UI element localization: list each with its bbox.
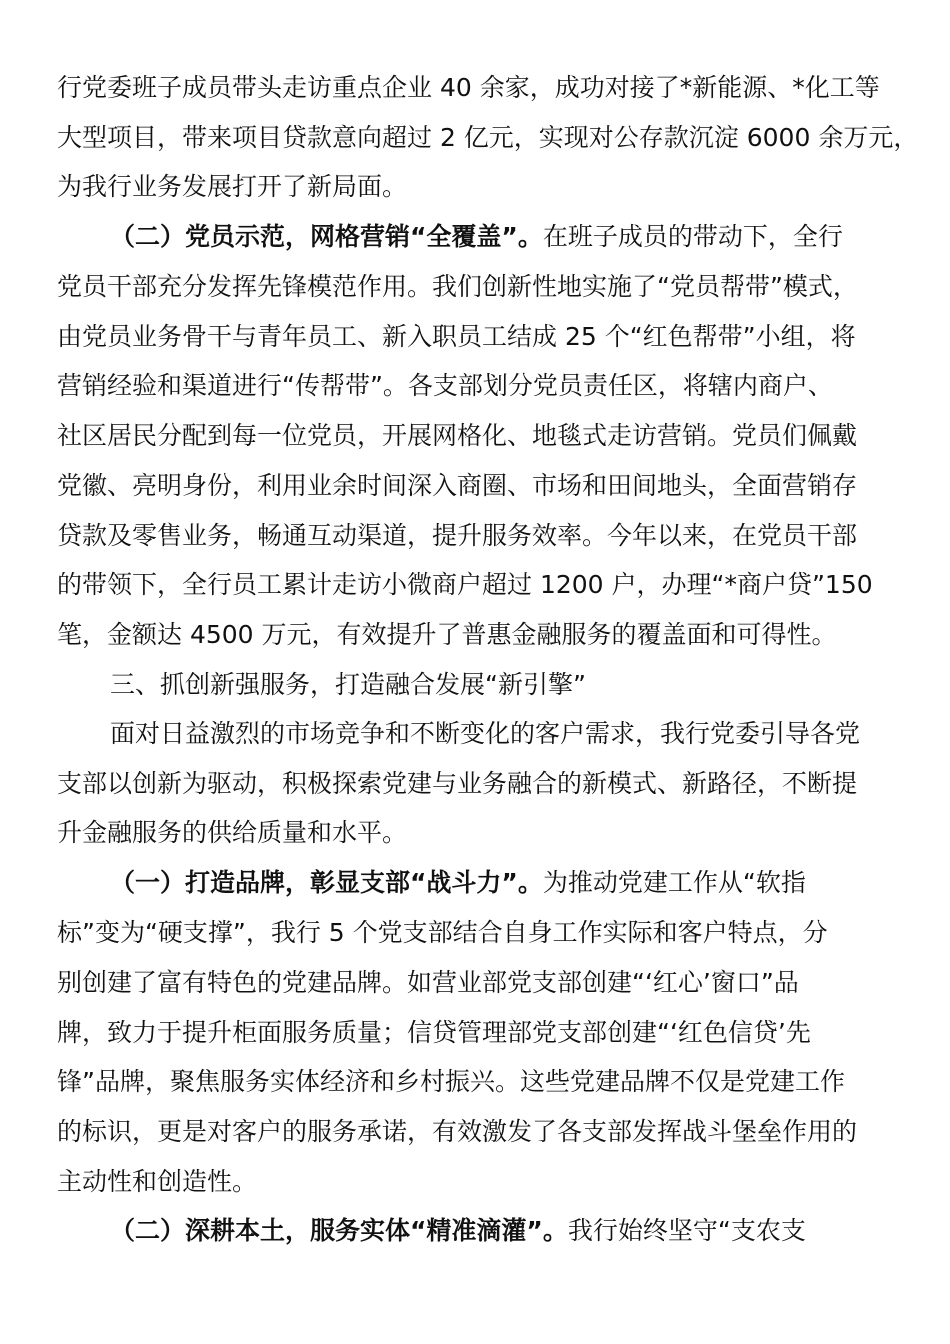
paragraph-2-line-7: 贷款及零售业务，畅通互动渠道，提升服务效率。今年以来，在党员干部: [57, 521, 858, 550]
paragraph-4-line-4: 牌，致力于提升柜面服务质量；信贷管理部党支部创建“‘红色信贷’先: [57, 1018, 811, 1047]
paragraph-2-line-9: 笔，金额达 4500 万元，有效提升了普惠金融服务的覆盖面和可得性。: [57, 620, 837, 649]
paragraph-4-line-2: 标”变为“硬支撑”，我行 5 个党支部结合自身工作实际和客户特点，分: [57, 918, 828, 947]
paragraph-2-heading: （二）党员示范，网格营销“全覆盖”。: [110, 222, 543, 251]
paragraph-4-line-6: 的标识，更是对客户的服务承诺，有效激发了各支部发挥战斗堡垒作用的: [57, 1117, 858, 1146]
paragraph-2-line-4: 营销经验和渠道进行“传帮带”。各支部划分党员责任区，将辖内商户、: [57, 371, 833, 400]
paragraph-4-line-1: [110, 866, 806, 900]
paragraph-4-heading: （一）打造品牌，彰显支部“战斗力”。: [110, 868, 543, 897]
paragraph-4-line-1-text: 为推动党建工作从“软指: [542, 868, 806, 897]
paragraph-2-line-3: 由党员业务骨干与青年员工、新入职员工结成 25 个“红色帮带”小组，将: [57, 322, 856, 351]
paragraph-1-line-1: 行党委班子成员带头走访重点企业 40 余家，成功对接了*新能源、*化工等: [57, 73, 880, 102]
paragraph-3-line-1: 面对日益激烈的市场竞争和不断变化的客户需求，我行党委引导各党: [110, 719, 861, 748]
paragraph-2-line-8: 的带领下，全行员工累计走访小微商户超过 1200 户，办理“*商户贷”150: [57, 570, 873, 599]
paragraph-4-line-5: 锋”品牌，聚焦服务实体经济和乡村振兴。这些党建品牌不仅是党建工作: [57, 1067, 845, 1096]
paragraph-4-line-7: 主动性和创造性。: [57, 1167, 258, 1196]
paragraph-4-line-3: 别创建了富有特色的党建品牌。如营业部党支部创建“‘红心’窗口”品: [57, 968, 799, 997]
paragraph-3-line-2: 支部以创新为驱动，积极探索党建与业务融合的新模式、新路径，不断提: [57, 769, 858, 798]
paragraph-5-line-1: [110, 1214, 806, 1248]
section-3-title: 三、抓创新强服务，打造融合发展“新引擎”: [110, 670, 586, 699]
paragraph-2-line-2: 党员干部充分发挥先锋模范作用。我们创新性地实施了“党员帮带”模式，: [57, 272, 858, 301]
paragraph-1-line-3: 为我行业务发展打开了新局面。: [57, 172, 408, 201]
paragraph-2-line-5: 社区居民分配到每一位党员，开展网格化、地毯式走访营销。党员们佩戴: [57, 421, 858, 450]
paragraph-2-line-1: [110, 220, 843, 254]
paragraph-2-line-6: 党徽、亮明身份，利用业余时间深入商圈、市场和田间地头，全面营销存: [57, 471, 858, 500]
paragraph-1-line-2: 大型项目，带来项目贷款意向超过 2 亿元，实现对公存款沉淀 6000 余万元，: [57, 123, 919, 152]
paragraph-5-heading: （二）深耕本土，服务实体“精准滴灌”。: [110, 1216, 568, 1245]
paragraph-2-line-1-text: 在班子成员的带动下，全行: [542, 222, 843, 251]
paragraph-5-line-1-text: 我行始终坚守“支农支: [567, 1216, 806, 1245]
paragraph-3-line-3: 升金融服务的供给质量和水平。: [57, 818, 408, 847]
